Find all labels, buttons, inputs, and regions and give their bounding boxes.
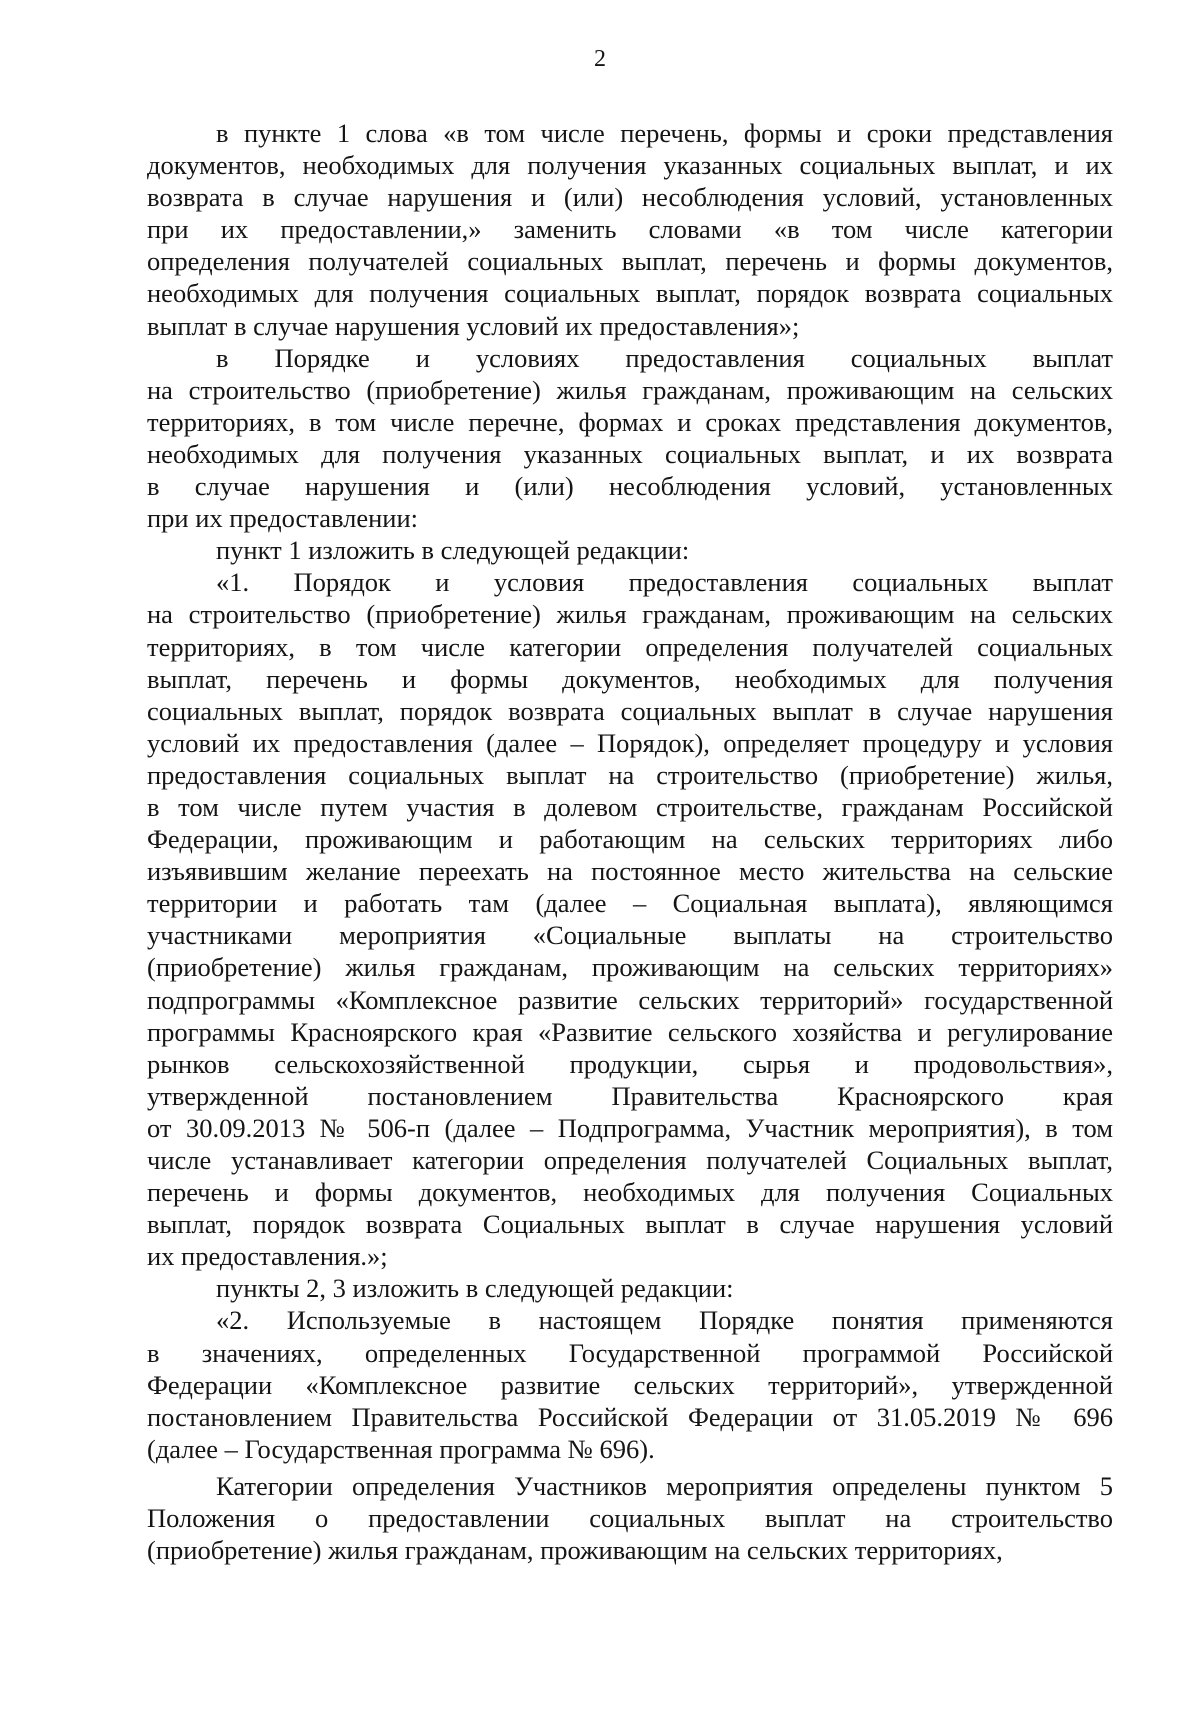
- paragraph: [147, 1272, 1113, 1304]
- text-line: необходимых для получения указанных социальных выплат, и их возврата: [147, 438, 1113, 469]
- text-line: в пункте 1 слова «в том числе перечень, формы и сроки представления: [216, 118, 1113, 148]
- text-line: определения получателей социальных выплат, перечень и формы документов,: [147, 246, 1113, 277]
- text-line: при их предоставлении:: [147, 503, 419, 534]
- paragraph: [147, 1304, 1113, 1464]
- text-line: в случае нарушения и (или) несоблюдения условий, установленных: [147, 471, 1113, 502]
- text-line: социальных выплат, порядок возврата социальных выплат в случае нарушения: [147, 695, 1113, 726]
- text-line: «1. Порядок и условия предоставления социальных выплат: [216, 567, 1113, 598]
- text-line: (далее – Государственная программа № 696).: [147, 1433, 655, 1464]
- text-line: выплат, порядок возврата Социальных выплат в случае нарушения условий: [147, 1209, 1113, 1240]
- paragraph: [147, 566, 1113, 1272]
- text-line: их предоставления.»;: [147, 1241, 388, 1272]
- text-line: (приобретение) жилья гражданам, проживающим на сельских территориях,: [147, 1535, 1003, 1566]
- text-line: участниками мероприятия «Социальные выплаты на строительство: [147, 920, 1113, 951]
- text-line: «2. Используемые в настоящем Порядке понятия применяются: [216, 1305, 1113, 1336]
- text-line: условий их предоставления (далее – Порядок), определяет процедуру и условия: [147, 727, 1113, 758]
- text-line: на строительство (приобретение) жилья гражданам, проживающим на сельских: [147, 599, 1113, 630]
- text-line: Федерации «Комплексное развитие сельских территорий», утвержденной: [147, 1369, 1113, 1400]
- paragraph: [147, 1470, 1113, 1566]
- page-number: 2: [594, 46, 606, 72]
- text-line: документов, необходимых для получения указанных социальных выплат, и их: [147, 150, 1113, 181]
- paragraph: [147, 342, 1113, 535]
- text-line: изъявившим желание переехать на постоянное место жительства на сельские: [147, 856, 1113, 887]
- text-line: утвержденной постановлением Правительства Красноярского края: [147, 1080, 1113, 1111]
- text-line: выплат, перечень и формы документов, необходимых для получения: [147, 663, 1113, 694]
- text-line: территории и работать там (далее – Социальная выплата), являющимся: [147, 888, 1113, 919]
- text-line: в том числе путем участия в долевом строительстве, гражданам Российской: [147, 791, 1113, 822]
- text-line: Положения о предоставлении социальных выплат на строительство: [147, 1503, 1113, 1534]
- text-line: постановлением Правительства Российской Федерации от 31.05.2019 № 696: [147, 1401, 1113, 1432]
- text-line: территориях, в том числе категории определения получателей социальных: [147, 631, 1113, 662]
- text-line: необходимых для получения социальных выплат, порядок возврата социальных: [147, 278, 1113, 309]
- text-line: на строительство (приобретение) жилья гражданам, проживающим на сельских: [147, 374, 1113, 405]
- text-line: Категории определения Участников мероприятия определены пунктом 5: [216, 1470, 1113, 1501]
- text-line: территориях, в том числе перечне, формах и сроках представления документов,: [147, 406, 1113, 437]
- text-line: перечень и формы документов, необходимых для получения Социальных: [147, 1177, 1113, 1208]
- text-line: возврата в случае нарушения и (или) несоблюдения условий, установленных: [147, 182, 1113, 213]
- text-line: в значениях, определенных Государственной программой Российской: [147, 1337, 1113, 1368]
- text-line: подпрограммы «Комплексное развитие сельских территорий» государственной: [147, 984, 1113, 1015]
- text-line: (приобретение) жилья гражданам, проживающим на сельских территориях»: [147, 952, 1113, 983]
- text-line: пункты 2, 3 изложить в следующей редакции:: [216, 1273, 734, 1304]
- text-line: в Порядке и условиях предоставления социальных выплат: [216, 342, 1113, 373]
- text-line: выплат в случае нарушения условий их предоставления»;: [147, 310, 800, 341]
- text-line: при их предоставлении,» заменить словами «в том числе категории: [147, 214, 1113, 245]
- document-body: [147, 117, 1113, 1566]
- text-line: числе устанавливает категории определения получателей Социальных выплат,: [147, 1145, 1113, 1175]
- paragraph: [147, 534, 1113, 566]
- text-line: рынков сельскохозяйственной продукции, сырья и продовольствия»,: [147, 1048, 1113, 1079]
- text-line: от 30.09.2013 № 506-п (далее – Подпрограмма, Участник мероприятия), в том: [147, 1112, 1113, 1143]
- text-line: предоставления социальных выплат на строительство (приобретение) жилья,: [147, 759, 1113, 790]
- text-line: Федерации, проживающим и работающим на сельских территориях либо: [147, 824, 1113, 855]
- text-line: пункт 1 изложить в следующей редакции:: [216, 535, 690, 566]
- text-line: программы Красноярского края «Развитие сельского хозяйства и регулирование: [147, 1016, 1113, 1047]
- paragraph: [147, 117, 1113, 342]
